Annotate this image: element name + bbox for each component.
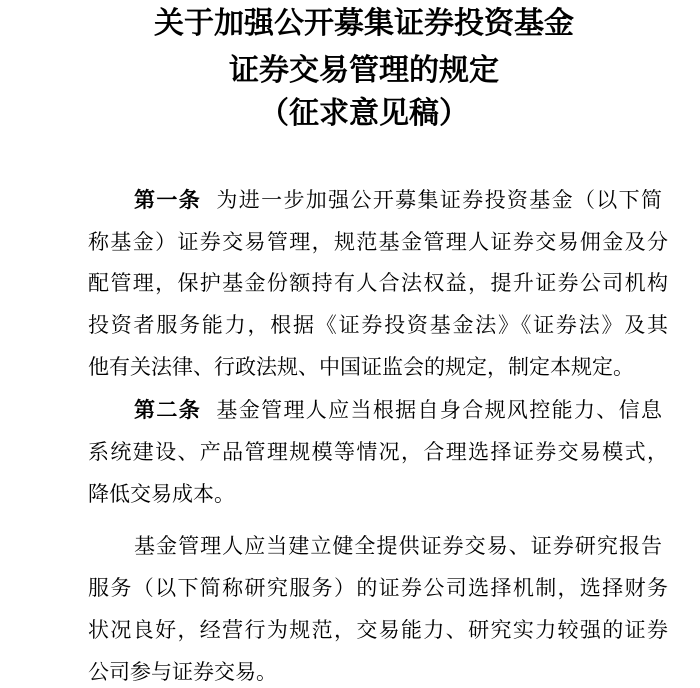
article-1-line-1 (134, 186, 662, 214)
article-2-heading: 第二条 (134, 398, 202, 422)
article-2-line-1 (134, 396, 662, 424)
article-1-line-2: 称基金）证券交易管理，规范基金管理人证券交易佣金及分 (88, 230, 668, 254)
paragraph-3-line-2: 服务（以下简称研究服务）的证券公司选择机制，选择财务 (88, 576, 668, 600)
paragraph-3-line-4: 公司参与证券交易。 (88, 660, 277, 684)
paragraph-3-line-1: 基金管理人应当建立健全提供证券交易、证券研究报告 (134, 534, 662, 558)
article-1-text-1: 为进一步加强公开募集证券投资基金（以下简 (215, 188, 663, 212)
article-1-line-3: 配管理，保护基金份额持有人合法权益，提升证券公司机构 (88, 271, 668, 295)
document-title-line-2: 证券交易管理的规定 (229, 53, 499, 88)
document-title-line-3: （征求意见稿） (259, 96, 469, 131)
article-1-heading: 第一条 (134, 188, 202, 212)
paragraph-3-line-3: 状况良好，经营行为规范，交易能力、研究实力较强的证券 (88, 618, 668, 642)
article-1-line-4: 投资者服务能力，根据《证券投资基金法》《证券法》及其 (88, 313, 668, 337)
article-2-line-3: 降低交易成本。 (88, 482, 235, 506)
article-1-line-5: 他有关法律、行政法规、中国证监会的规定，制定本规定。 (88, 355, 634, 379)
article-2-text-1: 基金管理人应当根据自身合规风控能力、信息 (215, 398, 663, 422)
document-title-line-1: 关于加强公开募集证券投资基金 (154, 6, 574, 41)
article-2-line-2: 系统建设、产品管理规模等情况，合理选择证券交易模式， (88, 440, 668, 464)
